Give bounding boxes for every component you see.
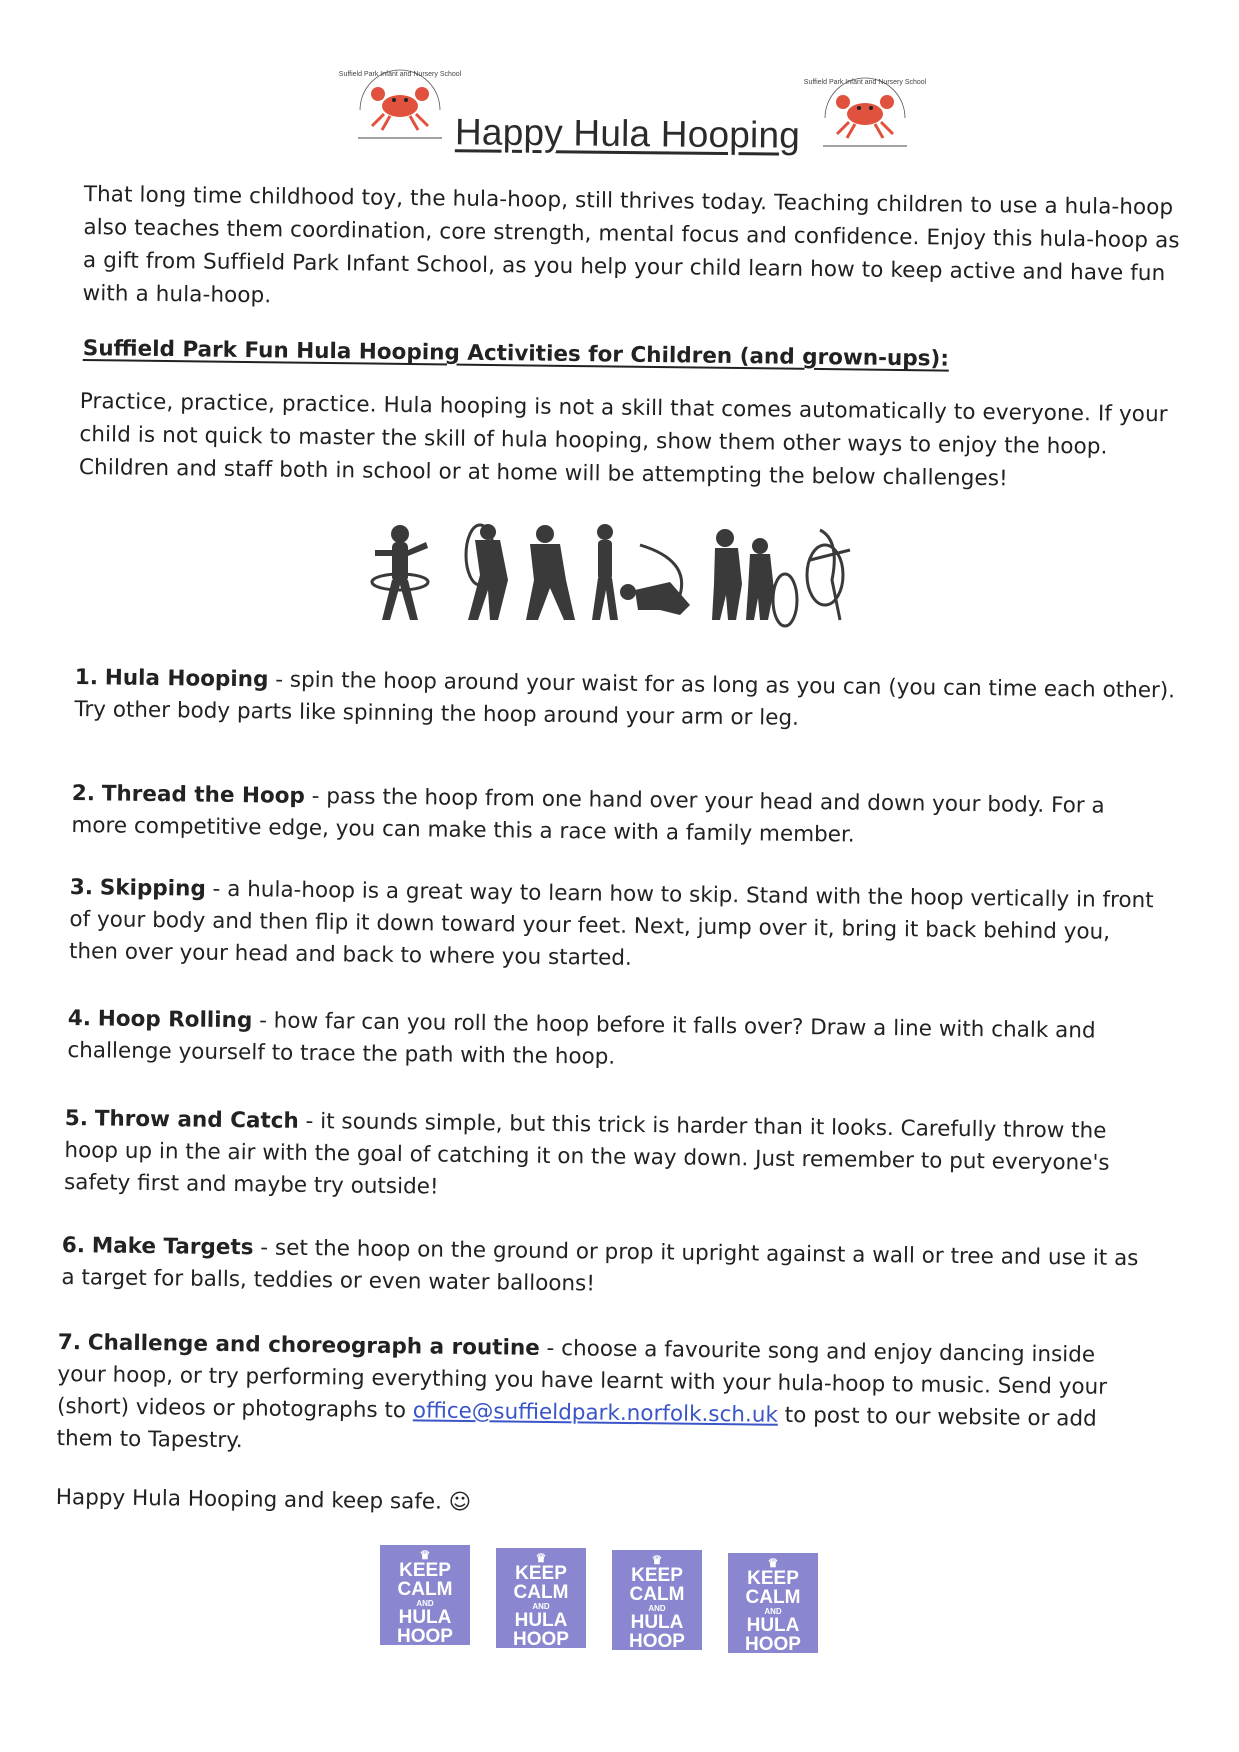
activity-number: 2. — [71, 780, 96, 807]
crab-icon — [338, 62, 462, 144]
activity-text: how far can you roll the hoop before it falls over? Draw a line with chalk and challenge yourself to trace the path with the hoop. — [67, 1008, 1096, 1070]
logo-right-text: Suffield Park Infant and Nursery School — [803, 79, 927, 86]
practice-paragraph: Practice, practice, practice. Hula hooping is not a skill that comes automatically to everyone. If your child is not quick to master the skill of hula hooping, show them other ways to enjoy the hoop. Children and staff both in school or at home will be attempting the below challenges! — [78, 388, 1168, 492]
poster-line: HOOP — [629, 1631, 685, 1652]
activity-item: 5. Throw and Catch - it sounds simple, but this trick is harder than it looks. Carefully throw the hoop up in the air with the goal of catching it on the way down. Just remember to put everyone's safety first and maybe try outside! — [63, 1105, 1110, 1200]
crown-icon: ♛ — [651, 1553, 663, 1567]
activity-item: 1. Hula Hooping - spin the hoop around your waist for as long as you can (you can time each other). Try other body parts like spinning the hoop around your arm or leg. — [74, 664, 1176, 731]
poster-line: AND — [416, 1599, 434, 1608]
activity-item: 4. Hoop Rolling - how far can you roll the hoop before it falls over? Draw a line with chalk and challenge yourself to trace the path with the hoop. — [67, 1005, 1096, 1070]
school-logo-left — [338, 62, 462, 144]
activity-number: 7. — [57, 1329, 82, 1356]
poster-line: KEEP — [747, 1568, 799, 1589]
poster-line: AND — [764, 1607, 782, 1616]
activity-text: it sounds simple, but this trick is harder than it looks. Carefully throw the hoop up in the air with the goal of catching it on the way down. Just remember to put everyone's safety first and maybe try outside! — [63, 1109, 1110, 1200]
poster-line: HULA — [746, 1615, 800, 1636]
activity-item: 7. Challenge and choreograph a routine - choose a favourite song and enjoy dancing inside your hoop, or try performing everything you have learnt with your hula-hoop to music. Send your (short) videos or photographs to office@suffieldpark.norfolk.sch.uk to post to our website or add them to Tapestry. — [56, 1329, 1108, 1454]
crown-icon: ♛ — [767, 1556, 779, 1570]
keep-calm-posters — [380, 1545, 830, 1660]
email-link[interactable]: office@suffieldpark.norfolk.sch.uk — [412, 1398, 779, 1428]
closing-line: Happy Hula Hooping and keep safe. ☺ — [55, 1485, 472, 1516]
poster-line: CALM — [397, 1579, 453, 1600]
hula-hoop-silhouettes-image — [370, 520, 870, 628]
activity-text: choose a favourite song and enjoy dancing inside your hoop, or try performing everything you have learnt with your hula-hoop to music. Send your (short) videos or photographs to — [56, 1336, 1108, 1424]
poster-line: HULA — [630, 1612, 684, 1633]
poster-line: AND — [532, 1602, 550, 1611]
keep-calm-poster — [612, 1550, 702, 1650]
poster-line: KEEP — [631, 1565, 683, 1586]
crown-icon: ♛ — [419, 1548, 431, 1562]
activities-heading: Suffield Park Fun Hula Hooping Activities for Children (and grown-ups): — [82, 336, 950, 372]
school-logo-right — [803, 70, 927, 152]
poster-line: HOOP — [513, 1629, 569, 1650]
activity-item: 3. Skipping - a hula-hoop is a great way to learn how to skip. Stand with the hoop vertically in front of your body and then flip it down toward your feet. Next, jump over it, bring it back behind you, then over your head and back to where you started. — [68, 874, 1154, 971]
crown-icon: ♛ — [535, 1551, 547, 1565]
intro-paragraph: That long time childhood toy, the hula-hoop, still thrives today. Teaching children to use a hula-hoop also teaches them coordination, core strength, mental focus and confidence. Enjoy this hula-hoop as a gift from Suffield Park Infant School, as you help your child learn how to keep active and have fun with a hula-hoop. — [82, 181, 1180, 309]
activity-text: set the hoop on the ground or prop it upright against a wall or tree and use it as a target for balls, teddies or even water balloons! — [61, 1235, 1139, 1297]
activity-number: 1. — [74, 664, 99, 691]
activity-item: 6. Make Targets - set the hoop on the ground or prop it upright against a wall or tree and use it as a target for balls, teddies or even water balloons! — [61, 1232, 1139, 1297]
activity-text: to post to our website or add them to Tapestry. — [56, 1402, 1097, 1454]
activity-text: pass the hoop from one hand over your head and down your body. For a more competitive edge, you can make this a race with a family member. — [71, 784, 1105, 848]
activity-number: 4. — [67, 1005, 92, 1032]
activity-name: Skipping — [99, 875, 206, 902]
keep-calm-poster — [496, 1548, 586, 1648]
activity-name: Challenge and choreograph a routine — [87, 1330, 540, 1361]
activity-name: Throw and Catch — [94, 1106, 299, 1134]
poster-line: KEEP — [399, 1560, 451, 1581]
poster-line: HOOP — [745, 1634, 801, 1655]
activity-text: a hula-hoop is a great way to learn how to skip. Stand with the hoop vertically in front of your body and then flip it down toward your feet. Next, jump over it, bring it back behind you, then over your head and back to where you started. — [68, 876, 1154, 971]
activity-item: 2. Thread the Hoop - pass the hoop from one hand over your head and down your body. For a more competitive edge, you can make this a race with a family member. — [71, 780, 1105, 848]
poster-line: CALM — [629, 1584, 685, 1605]
poster-line: HULA — [398, 1607, 452, 1628]
activity-name: Make Targets — [91, 1233, 254, 1261]
activity-name: Hula Hooping — [104, 665, 269, 693]
keep-calm-poster — [380, 1545, 470, 1645]
activity-number: 5. — [64, 1105, 89, 1132]
activity-number: 3. — [69, 874, 94, 901]
poster-line: AND — [648, 1604, 666, 1613]
crab-icon — [803, 70, 927, 152]
poster-line: CALM — [513, 1582, 569, 1603]
keep-calm-poster — [728, 1553, 818, 1653]
poster-line: HULA — [514, 1610, 568, 1631]
activity-name: Thread the Hoop — [101, 781, 306, 809]
activity-number: 6. — [61, 1232, 86, 1259]
page-title: Happy Hula Hooping — [454, 111, 801, 156]
poster-line: KEEP — [515, 1563, 567, 1584]
poster-line: CALM — [745, 1587, 801, 1608]
activity-text: spin the hoop around your waist for as long as you can (you can time each other). Try other body parts like spinning the hoop around your arm or leg. — [74, 667, 1176, 731]
activity-name: Hoop Rolling — [97, 1006, 253, 1034]
logo-left-text: Suffield Park Infant and Nursery School — [338, 71, 462, 78]
poster-line: HOOP — [397, 1626, 453, 1647]
